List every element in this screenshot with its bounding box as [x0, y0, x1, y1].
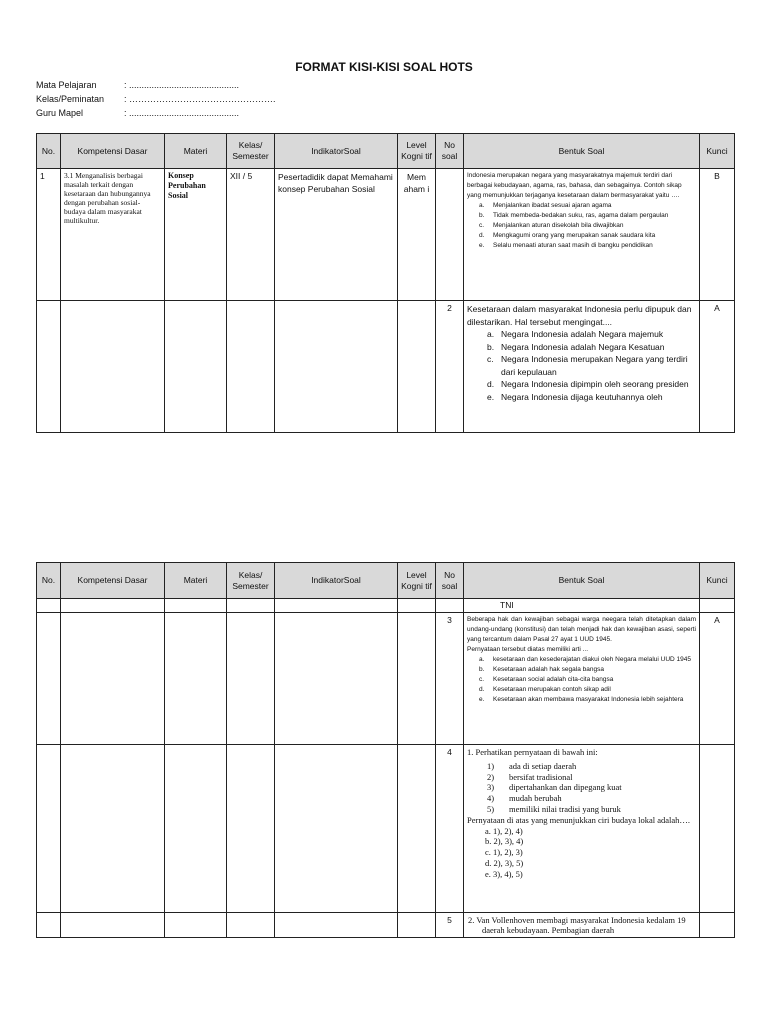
option-mark: b. — [479, 666, 485, 673]
option-text: Menjalankan aturan disekolah bila diwajibkan — [493, 222, 624, 229]
cell-continuation: TNI — [464, 599, 700, 613]
meta-label: Guru Mapel — [36, 108, 84, 118]
table-header-row — [37, 563, 735, 599]
cell-kunci: A — [700, 301, 735, 433]
col-header-kunci: Kunci — [700, 563, 735, 599]
option-mark: d. — [479, 686, 485, 693]
option-item — [479, 675, 696, 685]
option-text: Negara Indonesia adalah Negara Kesatuan — [501, 341, 665, 352]
col-header-nosoal: No soal — [436, 134, 464, 169]
cell-kunci — [700, 913, 735, 938]
option-text: Negara Indonesia dipimpin oleh seorang presiden — [501, 379, 689, 389]
option-text: Tidak membeda-bedakan suku, ras, agama dalam pergaulan — [493, 212, 669, 219]
option-mark: c. — [479, 222, 485, 229]
option-item — [479, 695, 696, 705]
option-mark: d. — [479, 232, 485, 239]
kisi-table-2 — [36, 562, 735, 938]
table-header-row — [37, 134, 735, 169]
meta-label: Mata Pelajaran — [36, 80, 97, 90]
table-row — [37, 913, 735, 938]
option-item — [479, 685, 696, 695]
option-list — [467, 328, 696, 403]
col-header-kunci: Kunci — [700, 134, 735, 169]
statement-mark: 4) — [487, 793, 495, 804]
option-text: Selalu menaati aturan saat masih di bangku pendidikan — [493, 242, 653, 249]
option-list — [467, 655, 696, 705]
option-item — [479, 231, 696, 241]
document-title: FORMAT KISI-KISI SOAL HOTS — [295, 60, 473, 74]
cell-kunci: A — [700, 613, 735, 745]
option-item — [479, 655, 696, 665]
table-row — [37, 301, 735, 433]
cell-materi — [165, 301, 227, 433]
meta-row-kelas — [36, 92, 276, 106]
statement-mark: 3) — [487, 782, 495, 793]
statement-item — [487, 803, 696, 815]
col-header-level: Level Kogni tif — [398, 563, 436, 599]
cell-nosoal: 5 — [436, 913, 464, 938]
cell-nosoal: 2 — [436, 301, 464, 433]
option-text: Kesetaraan akan membawa masyarakat Indonesia lebih sejahtera — [493, 696, 684, 703]
col-header-indikator: IndikatorSoal — [275, 563, 398, 599]
option-item: d. 2), 3), 5) — [485, 857, 524, 868]
col-header-kd: Kompetensi Dasar — [61, 134, 165, 169]
cell-nosoal: 4 — [436, 745, 464, 913]
option-item — [487, 391, 696, 404]
option-text: kesetaraan dan kesederajatan diakui oleh Negara melalui UUD 1945 — [493, 656, 692, 663]
option-item — [487, 353, 696, 378]
answer-options — [467, 826, 696, 880]
cell-kunci: B — [700, 169, 735, 301]
table-row — [37, 613, 735, 745]
question-text: Pernyataan di atas yang menunjukkan ciri budaya lokal adalah…. — [467, 814, 691, 825]
cell-bentuk-soal — [464, 613, 700, 745]
statement-list — [467, 761, 696, 815]
col-header-kelas: Kelas/ Semester — [227, 563, 275, 599]
table-row — [37, 745, 735, 913]
col-header-no: No. — [37, 563, 61, 599]
option-text: Kesetaraan social adalah cita-cita bangsa — [493, 676, 614, 683]
cell-nosoal: 3 — [436, 613, 464, 745]
cell-kunci — [700, 745, 735, 913]
option-text: Kesetaraan adalah hak segala bangsa — [493, 666, 604, 673]
option-text: Negara Indonesia merupakan Negara yang terdiri dari kepulauan — [501, 354, 688, 377]
col-header-kd: Kompetensi Dasar — [61, 563, 165, 599]
col-header-bentuk: Bentuk Soal — [464, 563, 700, 599]
statement-item — [487, 793, 696, 804]
col-header-materi: Materi — [165, 134, 227, 169]
option-item — [479, 201, 696, 211]
option-item — [479, 241, 696, 251]
cell-no: 1 — [37, 169, 61, 301]
option-item: a. 1), 2), 4) — [485, 825, 523, 836]
question-stem: 1. Perhatikan pernyataan di bawah ini: — [467, 747, 598, 757]
option-mark: e. — [487, 391, 495, 402]
option-mark: c. — [479, 676, 485, 683]
statement-item — [487, 782, 696, 793]
cell-indikator — [275, 301, 398, 433]
option-item — [479, 211, 696, 221]
option-text: Kesetaraan merupakan contoh sikap adil — [493, 686, 611, 693]
meta-value: : ............................................ — [124, 108, 240, 118]
option-item — [487, 328, 696, 341]
option-list — [467, 201, 696, 251]
question-stem: Indonesia merupakan negara yang masyarakatnya majemuk terdiri dari berbagai kebudayaan, agama, ras, bahasa, dan sebagainya. Contoh sikap yang memunjukkan terjaganya kesetaraan dalam bermasyarakat yaitu …. — [467, 172, 682, 199]
option-mark: e. — [479, 696, 485, 703]
option-mark: d. — [487, 379, 495, 389]
question-stem: Beberapa hak dan kewajiban sebagai warga neegara telah ditetapkan dalam undang-undang (konstitusi) dan telah menjadi hak dan kewajiban asasi, seperti yang tercantum dalam Pasal 27 ayat 1 UUD 1945. — [467, 616, 696, 643]
col-header-bentuk: Bentuk Soal — [464, 134, 700, 169]
statement-text: memiliki nilai tradisi yang buruk — [509, 803, 621, 814]
table-row — [37, 169, 735, 301]
option-mark: b. — [479, 212, 485, 219]
meta-row-guru — [36, 106, 276, 120]
cell-kelas — [227, 301, 275, 433]
col-header-kelas: Kelas/ Semester — [227, 134, 275, 169]
question-stem-2: Pernyataan tersebut diatas memiliki arti ... — [467, 646, 589, 653]
statement-item — [487, 760, 696, 772]
meta-value: : …………………………………………. — [124, 94, 276, 104]
statement-text: mudah berubah — [509, 793, 562, 804]
cell-materi: Konsep Perubahan Sosial — [165, 169, 227, 301]
cell-bentuk-soal — [464, 301, 700, 433]
statement-mark: 1) — [487, 760, 495, 771]
option-item: e. 3), 4), 5) — [485, 868, 523, 879]
option-mark: e. — [479, 242, 485, 249]
statement-mark: 5) — [487, 803, 495, 814]
cell-bentuk-soal: 2. Van Vollenhoven membagi masyarakat Indonesia kedalam 19 daerah kebudayaan. Pembagian daerah — [464, 913, 700, 938]
option-mark: b. — [487, 341, 495, 352]
col-header-indikator: IndikatorSoal — [275, 134, 398, 169]
kisi-table-1 — [36, 133, 735, 433]
option-item: c. 1), 2), 3) — [485, 847, 523, 858]
option-text: Menjalankan ibadat sesuai ajaran agama — [493, 202, 612, 209]
cell-bentuk-soal — [464, 745, 700, 913]
option-text: Mengkagumi orang yang merupakan sanak saudara kita — [493, 232, 656, 239]
cell-kd — [61, 301, 165, 433]
cell-level: Mem aham i — [398, 169, 436, 301]
option-item — [479, 665, 696, 675]
cell-kelas: XII / 5 — [227, 169, 275, 301]
cell-bentuk-soal — [464, 169, 700, 301]
meta-label: Kelas/Peminatan — [36, 94, 105, 104]
option-mark: a. — [487, 329, 495, 339]
col-header-nosoal: No soal — [436, 563, 464, 599]
meta-value: : ............................................ — [124, 80, 240, 90]
cell-level — [398, 301, 436, 433]
question-stem: Kesetaraan dalam masyarakat Indonesia perlu dipupuk dan dilestarikan. Hal tersebut mengingat.... — [467, 304, 692, 327]
option-item — [487, 341, 696, 354]
table-row — [37, 599, 735, 613]
statement-text: bersifat tradisional — [509, 771, 573, 782]
option-item — [487, 378, 696, 391]
statement-item — [487, 771, 696, 783]
statement-text: dipertahankan dan dipegang kuat — [509, 782, 622, 793]
statement-mark: 2) — [487, 771, 495, 782]
cell-indikator: Pesertadidik dapat Memahami konsep Perubahan Sosial — [275, 169, 398, 301]
cell-no — [37, 301, 61, 433]
header-meta — [36, 78, 276, 120]
col-header-no: No. — [37, 134, 61, 169]
option-item: b. 2), 3), 4) — [485, 836, 524, 847]
cell-kd: 3.1 Menganalisis berbagai masalah terkait dengan kesetaraan dan hubungannya dengan perubahan sosial-budaya dalam masyarakat multikultur. — [61, 169, 165, 301]
option-text: Negara Indonesia dijaga keutuhannya oleh — [501, 391, 663, 402]
option-item — [479, 221, 696, 231]
meta-row-mapel — [36, 78, 276, 92]
option-mark: a. — [479, 656, 485, 663]
col-header-materi: Materi — [165, 563, 227, 599]
col-header-level: Level Kogni tif — [398, 134, 436, 169]
option-text: Negara Indonesia adalah Negara majemuk — [501, 329, 664, 339]
cell-nosoal — [436, 169, 464, 301]
statement-text: ada di setiap daerah — [509, 760, 577, 771]
option-mark: a. — [479, 202, 485, 209]
option-mark: c. — [487, 354, 494, 364]
